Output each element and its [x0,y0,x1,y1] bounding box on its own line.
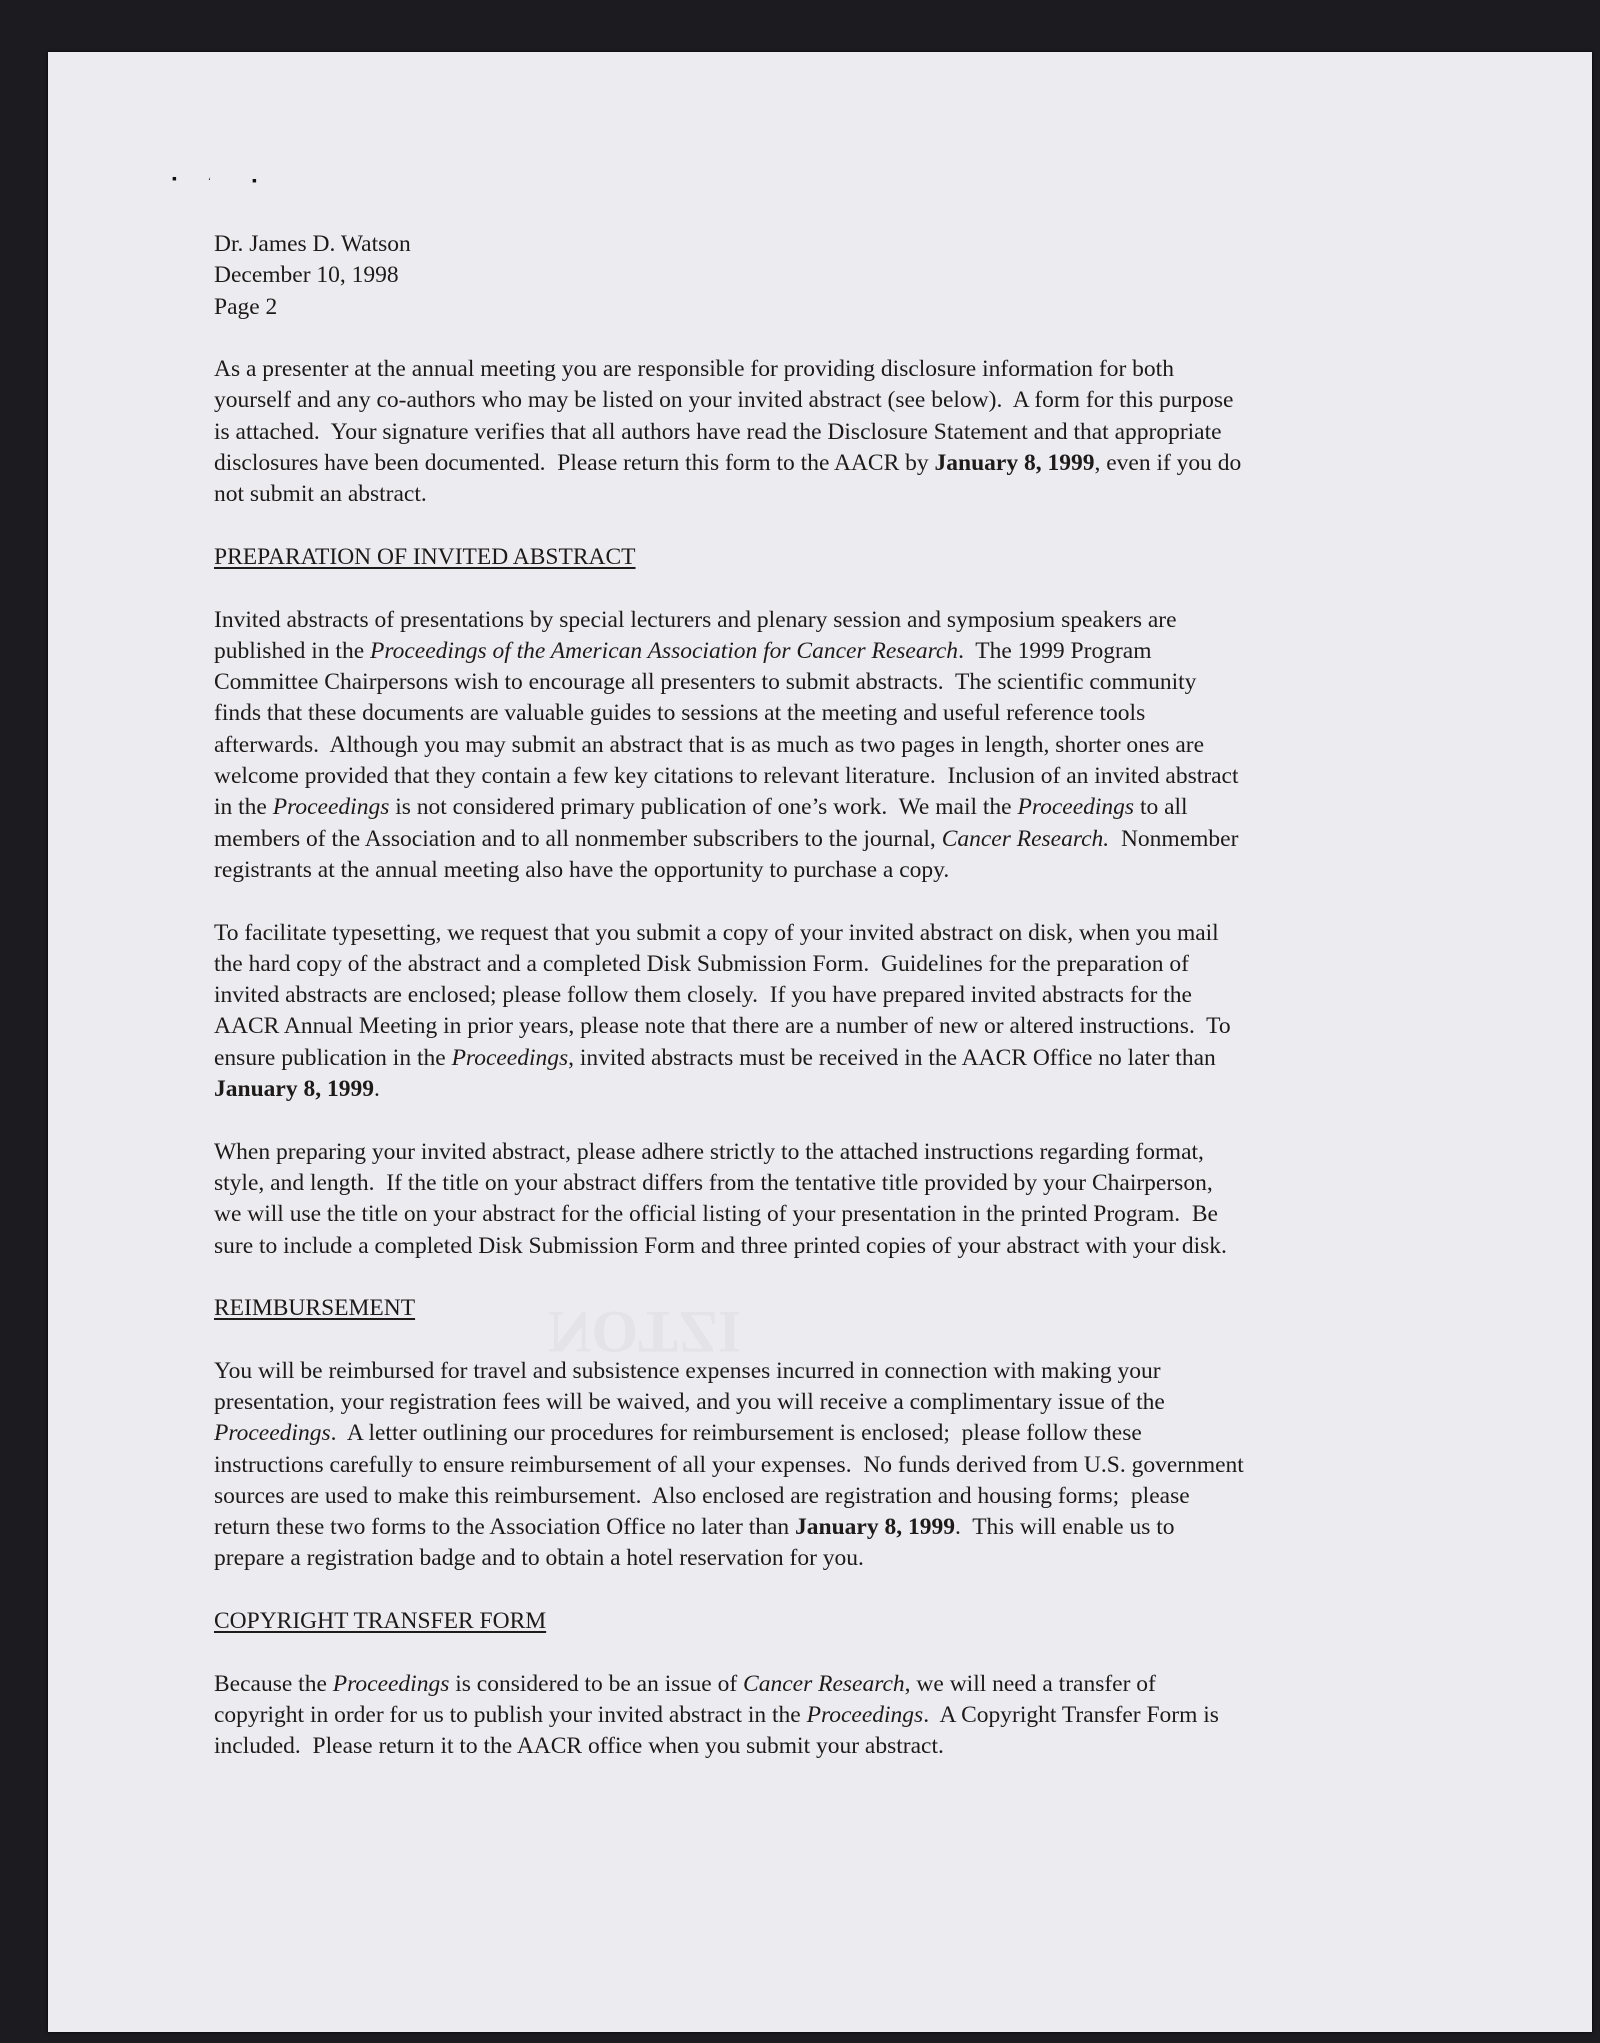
text-segment: disclosures have been documented. Please return this form to the AACR by [214,450,935,477]
section-heading: REIMBURSEMENT [214,1295,416,1322]
text-segment: return these two forms to the Association Office no later than [214,1514,796,1541]
text-line [214,385,1414,416]
text-segment: Committee Chairpersons wish to encourage all presenters to submit abstracts. The scientific community [214,669,1197,696]
italic-text: Cancer Research. [941,825,1110,852]
text-segment: Dr. James D. Watson [214,231,411,257]
text-line [214,1512,1414,1543]
text-line [214,980,1414,1011]
blank-line [214,1262,1414,1293]
text-segment: . A letter outlining our procedures for reimbursement is enclosed; please follow these [330,1420,1142,1447]
text-line [214,667,1414,698]
text-segment: style, and length. If the title on your abstract differs from the tentative title provided by your Chairperson, [214,1169,1213,1196]
text-segment: invited abstracts are enclosed; please follow them closely. If you have prepared invited abstracts for the [214,982,1192,1009]
text-segment: not submit an abstract. [214,481,427,508]
text-line [214,605,1414,636]
blank-line [214,1105,1414,1136]
text-line [214,260,1414,291]
text-segment: December 10, 1998 [214,262,399,289]
text-line [214,1199,1414,1230]
blank-line [214,1324,1414,1355]
text-segment: AACR Annual Meeting in prior years, please note that there are a number of new or altered instructions. To [214,1013,1231,1040]
text-line [214,292,1414,323]
section-heading: COPYRIGHT TRANSFER FORM [214,1608,547,1635]
italic-text: Proceedings [214,1420,331,1447]
text-line [214,229,1414,260]
text-line [214,1043,1414,1074]
text-segment: . This will enable us to [955,1514,1175,1541]
bold-text: January 8, 1999 [934,450,1095,477]
text-segment: copyright in order for us to publish your invited abstract in the [214,1701,807,1728]
text-segment: members of the Association and to all nonmember subscribers to the journal, [214,825,942,852]
text-line [214,1731,1414,1762]
text-segment: . [373,1076,380,1103]
blank-line [214,1575,1414,1606]
text-segment: Page 2 [214,293,278,320]
text-segment: presentation, your registration fees will be waived, and you will receive a complimentary issue of the [214,1388,1165,1415]
text-segment: registrants at the annual meeting also have the opportunity to purchase a copy. [214,856,950,883]
text-line [214,792,1414,823]
text-segment: sources are used to make this reimbursement. Also enclosed are registration and housing forms; please [214,1482,1190,1509]
text-line [214,824,1414,855]
text-segment: . A Copyright Transfer Form is [923,1701,1219,1728]
blank-line [214,1637,1414,1668]
letter-page: ▪ ʻ ▪ NOTZI [48,52,1592,2032]
text-line [214,1450,1414,1481]
text-segment: is not considered primary publication of one’s work. We mail the [389,794,1018,821]
text-line [214,1418,1414,1449]
text-line [214,354,1414,385]
text-segment: , we will need a transfer of [904,1670,1156,1697]
text-line [214,1168,1414,1199]
text-segment: to all [1134,794,1188,821]
text-line [214,1387,1414,1418]
blank-line [214,511,1414,542]
text-segment: Because the [214,1670,333,1697]
text-segment: published in the [214,637,370,664]
text-line [214,1356,1414,1387]
text-line [214,698,1414,729]
text-line [214,1137,1414,1168]
text-line [214,417,1414,448]
text-line [214,761,1414,792]
text-segment: afterwards. Although you may submit an abstract that is as much as two pages in length, shorter ones are [214,731,1205,758]
text-line [214,636,1414,667]
italic-text: Proceedings of the American Association for Cancer Research [370,637,959,664]
text-line [214,542,1414,573]
text-segment: sure to include a completed Disk Submission Form and three printed copies of your abstract with your disk. [214,1232,1227,1259]
text-segment: the hard copy of the abstract and a completed Disk Submission Form. Guidelines for the preparation of [214,950,1190,977]
text-segment: , even if you do [1094,450,1242,477]
text-segment: As a presenter at the annual meeting you are responsible for providing disclosure information for both [214,356,1174,383]
text-line [214,479,1414,510]
text-segment: ensure publication in the [214,1044,452,1071]
text-line [214,1074,1414,1105]
text-segment: yourself and any co-authors who may be listed on your invited abstract (see below). A form for this purpose [214,387,1234,414]
italic-text: Proceedings [451,1044,569,1071]
text-segment: Invited abstracts of presentations by special lecturers and plenary session and symposium speakers are [214,606,1177,633]
text-segment: we will use the title on your abstract for the official listing of your presentation in the printed Program. Be [214,1201,1218,1228]
text-line [214,1481,1414,1512]
text-line [214,949,1414,980]
text-line [214,1293,1414,1324]
bold-text: January 8, 1999 [795,1514,955,1541]
blank-line [214,323,1414,354]
text-segment: included. Please return it to the AACR office when you submit your abstract. [214,1733,944,1760]
text-line [214,1231,1414,1262]
blank-line [214,573,1414,604]
italic-text: Proceedings [332,1670,450,1697]
text-segment: prepare a registration badge and to obtain a hotel reservation for you. [214,1545,864,1572]
blank-line [214,886,1414,917]
text-line [214,855,1414,886]
italic-text: Proceedings [806,1701,924,1728]
text-segment: , invited abstracts must be received in the AACR Office no later than [568,1044,1216,1071]
italic-text: Proceedings [1017,794,1135,821]
text-segment: finds that these documents are valuable guides to sessions at the meeting and useful reference tools [214,700,1146,727]
text-segment: in the [214,794,273,821]
text-segment: Nonmember [1109,825,1239,852]
text-line [214,1669,1414,1700]
bold-text: January 8, 1999 [214,1076,374,1103]
section-heading: PREPARATION OF INVITED ABSTRACT [214,543,636,570]
text-line [214,1543,1414,1574]
text-segment: instructions carefully to ensure reimbursement of all your expenses. No funds derived from U.S. government [214,1451,1244,1478]
text-segment: To facilitate typesetting, we request that you submit a copy of your invited abstract on disk, when you mail [214,919,1219,946]
letter-body [214,229,1414,1763]
text-segment: . The 1999 Program [958,637,1152,664]
text-line [214,730,1414,761]
text-line [214,1606,1414,1637]
text-segment: When preparing your invited abstract, please adhere strictly to the attached instructions regarding format, [214,1138,1204,1165]
text-segment: is attached. Your signature verifies that all authors have read the Disclosure Statement and that appropriate [214,418,1222,445]
text-segment: is considered to be an issue of [449,1670,744,1697]
text-line [214,1011,1414,1042]
text-segment: You will be reimbursed for travel and subsistence expenses incurred in connection with making your [214,1357,1161,1384]
text-segment: welcome provided that they contain a few key citations to relevant literature. Inclusion of an invited abstract [214,763,1239,790]
text-line [214,1700,1414,1731]
italic-text: Proceedings [272,794,390,821]
italic-text: Cancer Research [743,1670,905,1697]
text-line [214,448,1414,479]
text-line [214,918,1414,949]
bleed-through-mark: NOTZI [548,1299,742,1365]
